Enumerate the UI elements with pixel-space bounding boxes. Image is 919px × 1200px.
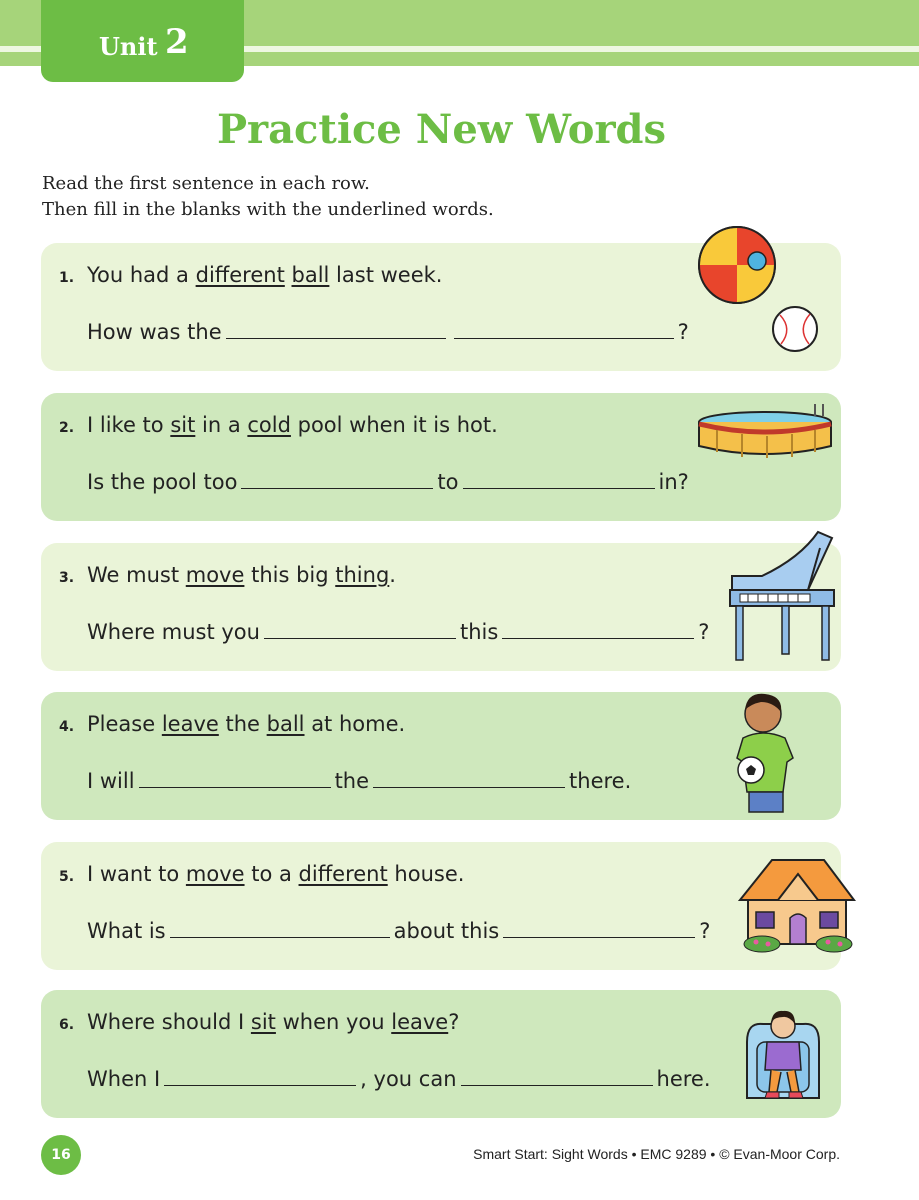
answer-blank[interactable] xyxy=(264,620,456,639)
sentence-text: the xyxy=(218,712,267,736)
answer-blank[interactable] xyxy=(139,769,331,788)
sentence-text: When I xyxy=(87,1067,161,1091)
house-icon xyxy=(738,852,858,962)
answer-blank[interactable] xyxy=(503,919,695,938)
sentence-text: I will xyxy=(87,769,135,793)
underlined-word: sit xyxy=(250,1010,276,1034)
sentence-1 xyxy=(87,413,498,437)
sentence-text: What is xyxy=(87,919,166,943)
sentence-text: the xyxy=(334,769,370,793)
sentence-text: Where must you xyxy=(87,620,260,644)
sentence-text: . xyxy=(389,563,396,587)
beach-ball-and-baseball-icon xyxy=(695,225,825,355)
sentence-text: Is the pool too xyxy=(87,470,238,494)
sentence-text: We must xyxy=(87,563,186,587)
answer-blank[interactable] xyxy=(463,470,655,489)
sentence-text: last week. xyxy=(329,263,443,287)
underlined-word: different xyxy=(195,263,285,287)
sentence-text: to a xyxy=(244,862,299,886)
sentence-1 xyxy=(87,563,396,587)
answer-blank[interactable] xyxy=(226,320,446,339)
row-number: 2. xyxy=(59,420,75,436)
fill-in-sentence xyxy=(87,470,689,494)
row-number: 3. xyxy=(59,570,75,586)
underlined-word: cold xyxy=(247,413,291,437)
sentence-text: about this xyxy=(393,919,500,943)
underlined-word: move xyxy=(185,563,245,587)
underlined-word: different xyxy=(298,862,388,886)
sentence-1 xyxy=(87,1010,459,1034)
sentence-text: I want to xyxy=(87,862,186,886)
sentence-text: when you xyxy=(275,1010,392,1034)
sentence-text: ? xyxy=(448,1010,460,1034)
sentence-text: You had a xyxy=(87,263,196,287)
sentence-text: in? xyxy=(658,470,689,494)
underlined-word: move xyxy=(185,862,245,886)
fill-in-sentence xyxy=(87,320,689,344)
answer-blank[interactable] xyxy=(454,320,674,339)
girl-in-armchair-icon xyxy=(743,1002,823,1104)
unit-number: 2 xyxy=(165,22,189,62)
underlined-word: ball xyxy=(266,712,305,736)
answer-blank[interactable] xyxy=(170,919,390,938)
sentence-text: here. xyxy=(656,1067,711,1091)
boy-with-ball-icon xyxy=(733,688,805,818)
sentence-1 xyxy=(87,862,464,886)
answer-blank[interactable] xyxy=(461,1067,653,1086)
underlined-word: sit xyxy=(170,413,196,437)
sentence-text: there. xyxy=(569,769,632,793)
sentence-text: to xyxy=(437,470,459,494)
sentence-text: ? xyxy=(698,620,710,644)
fill-in-sentence xyxy=(87,919,710,943)
exercise-row-6 xyxy=(41,990,841,1118)
sentence-text: pool when it is hot. xyxy=(290,413,498,437)
underlined-word: leave xyxy=(391,1010,449,1034)
underlined-word: thing xyxy=(335,563,390,587)
sentence-text: this big xyxy=(244,563,336,587)
sentence-text: in a xyxy=(195,413,248,437)
underlined-word: ball xyxy=(291,263,330,287)
answer-blank[interactable] xyxy=(164,1067,356,1086)
exercise-row-4 xyxy=(41,692,841,820)
answer-blank[interactable] xyxy=(241,470,433,489)
sentence-text: I like to xyxy=(87,413,171,437)
page-title: Practice New Words xyxy=(216,106,667,153)
sentence-text: house. xyxy=(387,862,465,886)
sentence-1 xyxy=(87,263,442,287)
sentence-text: , you can xyxy=(360,1067,457,1091)
sentence-text: this xyxy=(459,620,499,644)
row-number: 6. xyxy=(59,1017,75,1033)
exercise-row-5 xyxy=(41,842,841,970)
footer-credit: Smart Start: Sight Words • EMC 9289 • © Evan-Moor Corp. xyxy=(473,1146,840,1162)
piano-icon xyxy=(722,528,842,666)
swimming-pool-icon xyxy=(697,400,837,460)
sentence-text: Where should I xyxy=(87,1010,251,1034)
instruction-line-1: Read the first sentence in each row. xyxy=(42,173,370,194)
row-number: 1. xyxy=(59,270,75,286)
fill-in-sentence xyxy=(87,620,709,644)
row-number: 5. xyxy=(59,869,75,885)
unit-label: Unit xyxy=(99,32,158,61)
sentence-text: ? xyxy=(699,919,711,943)
sentence-text: ? xyxy=(677,320,689,344)
page-number: 16 xyxy=(41,1135,81,1175)
underlined-word: leave xyxy=(161,712,219,736)
sentence-text: Please xyxy=(87,712,162,736)
sentence-text: How was the xyxy=(87,320,222,344)
sentence-1 xyxy=(87,712,405,736)
unit-tab xyxy=(41,0,244,82)
sentence-text: at home. xyxy=(304,712,406,736)
answer-blank[interactable] xyxy=(373,769,565,788)
row-number: 4. xyxy=(59,719,75,735)
fill-in-sentence xyxy=(87,769,631,793)
instruction-line-2: Then fill in the blanks with the underlined words. xyxy=(42,199,494,220)
exercise-row-3 xyxy=(41,543,841,671)
sentence-text xyxy=(285,263,292,287)
answer-blank[interactable] xyxy=(502,620,694,639)
fill-in-sentence xyxy=(87,1067,711,1091)
